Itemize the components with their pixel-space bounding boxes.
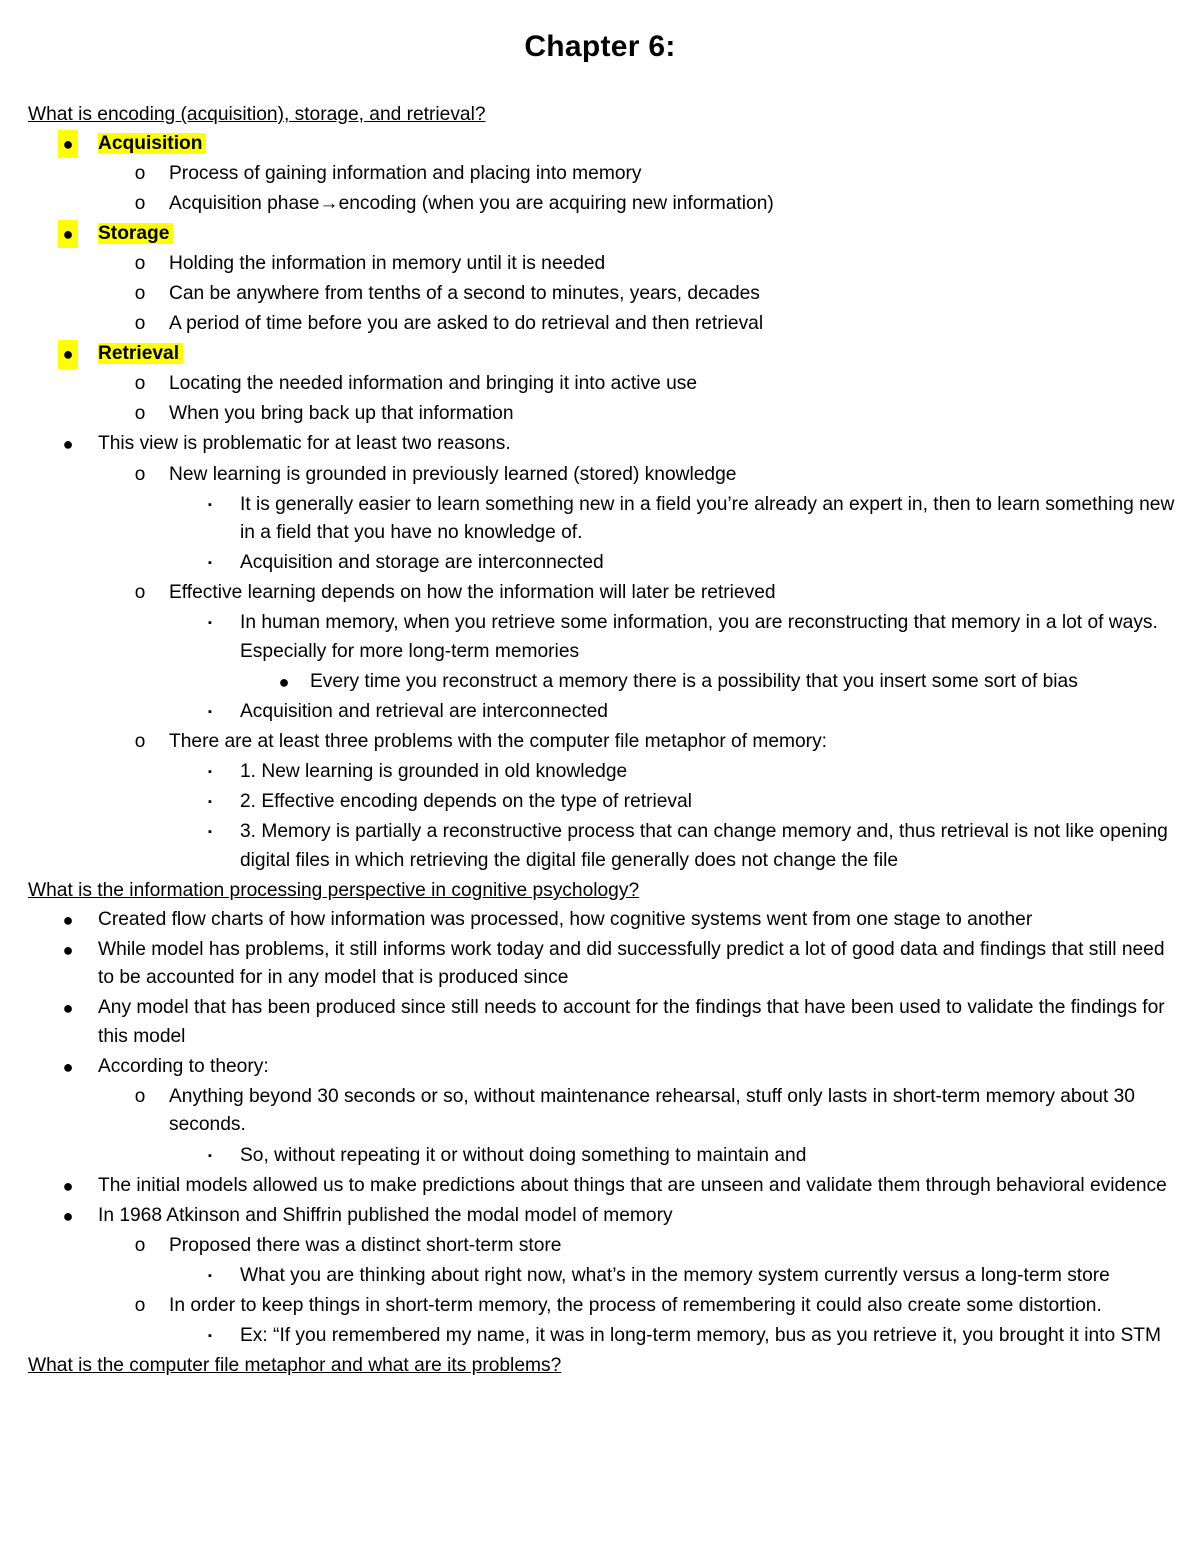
list-item-text: What you are thinking about right now, what’s in the memory system currently versus a long-term store (240, 1264, 1110, 1286)
filled-dot-bullet-icon: ● (58, 130, 78, 159)
list-item (28, 1083, 1178, 1140)
list-item (28, 549, 1178, 578)
list-item (28, 461, 1178, 490)
list-item (28, 1172, 1178, 1201)
list-item-text: Acquisition and retrieval are interconnected (240, 701, 608, 723)
hollow-circle-bullet-icon: o (134, 282, 146, 304)
filled-dot-bullet-icon: ● (62, 1205, 74, 1226)
list-item (28, 190, 1178, 219)
list-item (28, 1053, 1178, 1082)
hollow-circle-bullet-icon: o (134, 403, 146, 425)
list-item-text: 1. New learning is grounded in old knowledge (240, 761, 628, 783)
hollow-circle-bullet-icon: o (134, 731, 146, 753)
list-item (28, 1262, 1178, 1291)
section-heading: What is the information processing perspective in cognitive psychology? (28, 880, 640, 902)
hollow-circle-bullet-icon: o (134, 1085, 146, 1107)
list-item (28, 1232, 1178, 1261)
list-item-text: Created flow charts of how information was processed, how cognitive systems went from one stage to another (98, 908, 1033, 930)
filled-dot-bullet-icon: ● (62, 434, 74, 455)
list-item-text: When you bring back up that information (169, 403, 514, 425)
filled-dot-bullet-icon: ● (62, 939, 74, 960)
list-item-text: While model has problems, it still informs work today and did successfully predict a lot of good data and findings that still need to be accounted for in any model that is produced since (98, 938, 1165, 989)
list-item-text: Locating the needed information and bringing it into active use (169, 373, 698, 395)
list-item (28, 1202, 1178, 1231)
square-bullet-icon: ▪ (208, 557, 212, 570)
list-item-text: Ex: “If you remembered my name, it was in long-term memory, bus as you retrieve it, you brought it into STM (240, 1325, 1161, 1347)
list-item-text: Storage (98, 223, 173, 244)
list-item (28, 994, 1178, 1051)
list-item-text: Every time you reconstruct a memory there is a possibility that you insert some sort of bias (310, 671, 1078, 692)
list-item-text: Holding the information in memory until it is needed (169, 252, 606, 274)
list-item-text: There are at least three problems with the computer file metaphor of memory: (169, 731, 827, 753)
filled-dot-bullet-icon: ● (278, 672, 290, 692)
filled-dot-bullet-icon: ● (62, 998, 74, 1019)
page-title: Chapter 6: (524, 30, 676, 63)
list-item (28, 340, 1178, 369)
list-item (28, 758, 1178, 787)
hollow-circle-bullet-icon: o (134, 192, 146, 214)
list-item (28, 1322, 1178, 1351)
hollow-circle-bullet-icon: o (134, 1234, 146, 1256)
list-item-text: Process of gaining information and placing into memory (169, 162, 642, 184)
list-item-text: Acquisition phase→encoding (when you are acquiring new information) (169, 192, 774, 214)
list-item (28, 1142, 1178, 1171)
section-heading: What is the computer file metaphor and what are its problems? (28, 1355, 562, 1377)
list-item (28, 936, 1178, 993)
list-item-text: This view is problematic for at least two reasons. (98, 433, 511, 455)
list-item-text: So, without repeating it or without doing something to maintain and (240, 1144, 807, 1166)
list-item (28, 698, 1178, 727)
list-item-text: Can be anywhere from tenths of a second to minutes, years, decades (169, 282, 760, 304)
square-bullet-icon: ▪ (208, 826, 212, 839)
list-item (28, 1292, 1178, 1321)
list-item-text: 3. Memory is partially a reconstructive process that can change memory and, thus retrieval is not like opening digital files in which retrieving the digital file generally does not change the file (240, 821, 1168, 871)
square-bullet-icon: ▪ (208, 706, 212, 719)
list-item (28, 280, 1178, 309)
hollow-circle-bullet-icon: o (134, 463, 146, 485)
hollow-circle-bullet-icon: o (134, 252, 146, 274)
list-item-text: Acquisition and storage are interconnected (240, 552, 604, 574)
list-item (28, 220, 1178, 249)
square-bullet-icon: ▪ (208, 766, 212, 779)
list-item-text: Effective learning depends on how the information will later be retrieved (169, 582, 776, 604)
list-item (28, 579, 1178, 608)
filled-dot-bullet-icon: ● (58, 340, 78, 369)
list-item (28, 250, 1178, 279)
list-item-text: According to theory: (98, 1055, 269, 1077)
list-item (28, 430, 1178, 459)
list-item-text: New learning is grounded in previously learned (stored) knowledge (169, 463, 737, 485)
list-item-text: Retrieval (98, 343, 183, 364)
list-item (28, 609, 1178, 666)
list-item-text: In order to keep things in short-term memory, the process of remembering it could also create some distortion. (169, 1295, 1102, 1316)
square-bullet-icon: ▪ (208, 796, 212, 809)
square-bullet-icon: ▪ (208, 1330, 212, 1343)
list-item-text: 2. Effective encoding depends on the type of retrieval (240, 791, 692, 813)
list-item-text: In human memory, when you retrieve some information, you are reconstructing that memory in a lot of ways. Especially for more long-term memories (240, 612, 1158, 662)
hollow-circle-bullet-icon: o (134, 1295, 146, 1316)
list-item (28, 160, 1178, 189)
list-item (28, 818, 1178, 875)
list-item (28, 400, 1178, 429)
square-bullet-icon: ▪ (208, 498, 212, 511)
section-heading: What is encoding (acquisition), storage, and retrieval? (28, 104, 486, 125)
notes-body (28, 101, 1178, 1381)
list-item-text: It is generally easier to learn something new in a field you’re already an expert in, then to learn something new in a field that you have no knowledge of. (240, 493, 1175, 544)
list-item (28, 370, 1178, 399)
hollow-circle-bullet-icon: o (134, 162, 146, 184)
filled-dot-bullet-icon: ● (62, 1175, 74, 1196)
square-bullet-icon: ▪ (208, 1149, 212, 1162)
filled-dot-bullet-icon: ● (62, 1056, 74, 1077)
list-item (28, 906, 1178, 935)
hollow-circle-bullet-icon: o (134, 373, 146, 395)
list-item (28, 130, 1178, 159)
hollow-circle-bullet-icon: o (134, 313, 146, 335)
filled-dot-bullet-icon: ● (58, 220, 78, 249)
list-item (28, 310, 1178, 339)
list-item (28, 668, 1178, 697)
square-bullet-icon: ▪ (208, 617, 212, 630)
list-item-text: In 1968 Atkinson and Shiffrin published the modal model of memory (98, 1204, 673, 1226)
list-item (28, 788, 1178, 817)
list-item-text: The initial models allowed us to make predictions about things that are unseen and validate them through behavioral evidence (98, 1174, 1167, 1196)
list-item (28, 491, 1178, 548)
list-item-text: Acquisition (98, 133, 206, 154)
filled-dot-bullet-icon: ● (62, 909, 74, 930)
list-item-text: Any model that has been produced since still needs to account for the findings that have been used to validate the findings for this model (98, 997, 1165, 1047)
list-item (28, 728, 1178, 757)
square-bullet-icon: ▪ (208, 1269, 212, 1282)
list-item-text: Proposed there was a distinct short-term store (169, 1234, 562, 1256)
list-item-text: Anything beyond 30 seconds or so, without maintenance rehearsal, stuff only lasts in short-term memory about 30 seconds. (169, 1085, 1135, 1136)
list-item-text: A period of time before you are asked to do retrieval and then retrieval (169, 313, 764, 335)
hollow-circle-bullet-icon: o (134, 582, 146, 604)
